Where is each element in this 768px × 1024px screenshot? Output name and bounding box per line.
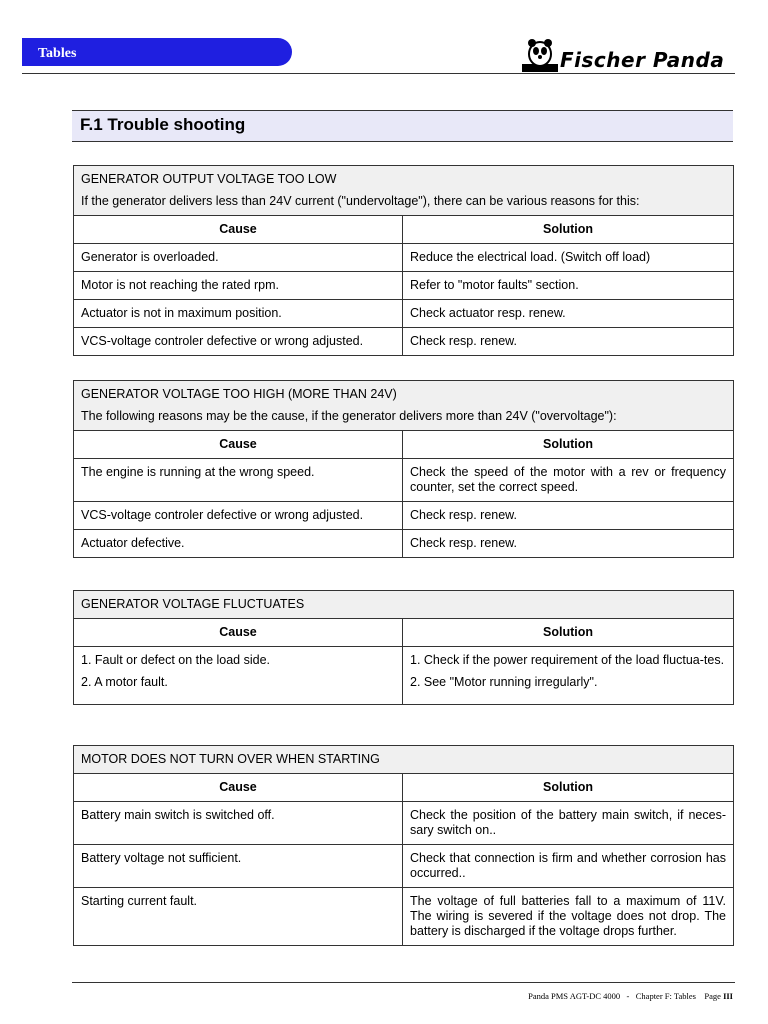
footer-separator: -	[626, 991, 630, 1001]
cause-cell: Battery main switch is switched off.	[74, 802, 403, 845]
solution-item: 1. Check if the power requirement of the load fluctua-tes.	[410, 653, 725, 667]
cause-cell: The engine is running at the wrong speed.	[74, 459, 403, 502]
cause-item: 2. A motor fault.	[81, 675, 168, 689]
solution-cell: Check that connection is firm and whether corrosion has occurred..	[403, 845, 734, 888]
footer-page-number: III	[723, 991, 733, 1001]
cause-cell: Starting current fault.	[74, 888, 403, 946]
table-subtitle: If the generator delivers less than 24V current ("undervoltage"), there can be various reasons for this:	[81, 194, 640, 208]
cause-item: 1. Fault or defect on the load side.	[81, 653, 271, 667]
table-row	[74, 300, 734, 328]
cause-header: Cause	[74, 774, 403, 802]
cause-cell: Motor is not reaching the rated rpm.	[74, 272, 403, 300]
header-rule	[22, 73, 735, 74]
solution-cell: Check the speed of the motor with a rev or frequency counter, set the correct speed.	[403, 459, 734, 502]
solution-header: Solution	[403, 774, 734, 802]
table-row	[74, 845, 734, 888]
table-row	[74, 328, 734, 356]
chapter-tab	[22, 38, 292, 66]
table-row	[74, 272, 734, 300]
table-row	[74, 888, 734, 946]
fischer-panda-logo	[520, 34, 735, 76]
table-subtitle: The following reasons may be the cause, if the generator delivers more than 24V ("overvoltage"):	[81, 409, 617, 423]
table-header	[74, 746, 734, 774]
section-heading	[72, 110, 733, 142]
solution-header: Solution	[403, 431, 734, 459]
footer-chapter: Chapter F: Tables	[635, 991, 696, 1001]
panda-icon	[520, 34, 560, 76]
cause-cell: Generator is overloaded.	[74, 244, 403, 272]
table-row	[74, 502, 734, 530]
solution-cell	[403, 647, 734, 705]
cause-header: Cause	[74, 216, 403, 244]
solution-cell: Check resp. renew.	[403, 328, 734, 356]
solution-cell: Check resp. renew.	[403, 530, 734, 558]
solution-cell: Check resp. renew.	[403, 502, 734, 530]
footer-rule	[72, 982, 735, 983]
table-title: GENERATOR VOLTAGE FLUCTUATES	[81, 597, 305, 611]
table-undervoltage	[73, 165, 734, 356]
cause-cell: VCS-voltage controler defective or wrong adjusted.	[74, 502, 403, 530]
solution-cell: Reduce the electrical load. (Switch off load)	[403, 244, 734, 272]
chapter-tab-label: Tables	[38, 46, 77, 61]
table-overvoltage	[73, 380, 734, 558]
cause-cell: VCS-voltage controler defective or wrong adjusted.	[74, 328, 403, 356]
logo-text: Fischer Panda	[560, 48, 725, 72]
solution-header: Solution	[403, 619, 734, 647]
table-title: GENERATOR OUTPUT VOLTAGE TOO LOW	[81, 172, 337, 186]
table-row	[74, 647, 734, 705]
table-row	[74, 530, 734, 558]
solution-item: 2. See "Motor running irregularly".	[410, 675, 598, 689]
cause-cell: Actuator is not in maximum position.	[74, 300, 403, 328]
cause-cell	[74, 647, 403, 705]
cause-header: Cause	[74, 431, 403, 459]
table-motor-start	[73, 745, 734, 946]
solution-cell: The voltage of full batteries fall to a maximum of 11V. The wiring is severed if the voltage does not drop. The battery is discharged if the voltage drops further.	[403, 888, 734, 946]
solution-cell: Refer to "motor faults" section.	[403, 272, 734, 300]
table-title: GENERATOR VOLTAGE TOO HIGH (MORE THAN 24V)	[81, 387, 397, 401]
cause-cell: Actuator defective.	[74, 530, 403, 558]
solution-cell: Check actuator resp. renew.	[403, 300, 734, 328]
table-row	[74, 244, 734, 272]
table-row	[74, 459, 734, 502]
table-header	[74, 591, 734, 619]
solution-header: Solution	[403, 216, 734, 244]
table-fluctuates	[73, 590, 734, 705]
section-title: F.1 Trouble shooting	[80, 115, 246, 134]
cause-header: Cause	[74, 619, 403, 647]
footer-page-label: Page	[704, 991, 721, 1001]
cause-cell: Battery voltage not sufficient.	[74, 845, 403, 888]
footer-doc: Panda PMS AGT-DC 4000	[528, 991, 621, 1001]
page-footer	[528, 991, 733, 1001]
table-header	[74, 381, 734, 431]
table-title: MOTOR DOES NOT TURN OVER WHEN STARTING	[81, 752, 380, 766]
table-row	[74, 802, 734, 845]
solution-cell: Check the position of the battery main switch, if neces-sary switch on..	[403, 802, 734, 845]
table-header	[74, 166, 734, 216]
